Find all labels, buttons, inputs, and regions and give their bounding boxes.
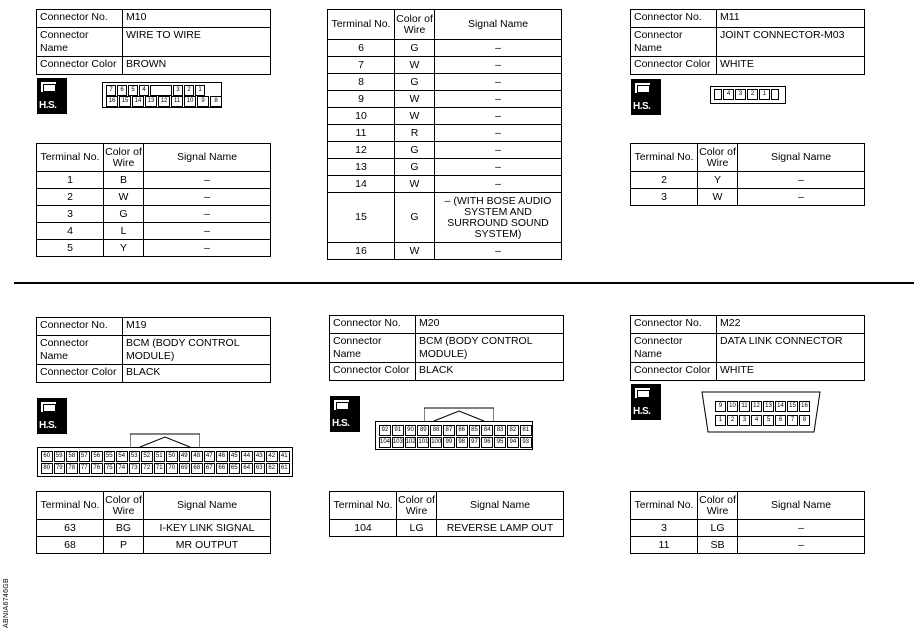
- m10-terminal-table: [36, 143, 271, 257]
- table-row: [328, 57, 562, 74]
- connector-pin: 104: [379, 437, 391, 448]
- connector-pin: 13: [145, 96, 157, 107]
- signal-name-header: Signal Name: [144, 492, 271, 520]
- connector-pin: 54: [116, 451, 128, 462]
- signal-name-cell: –: [738, 520, 865, 537]
- wire-color-cell: R: [395, 125, 435, 142]
- connector-no-label: Connector No.: [37, 318, 123, 336]
- connector-name-label: Connector Name: [330, 334, 416, 363]
- connector-key: [771, 89, 779, 100]
- connector-name-value: DATA LINK CONNECTOR: [717, 334, 865, 363]
- terminal-no-header: Terminal No.: [328, 10, 395, 40]
- connector-color-label: Connector Color: [330, 363, 416, 381]
- terminal-no-header: Terminal No.: [631, 144, 698, 172]
- wire-color-cell: B: [104, 172, 144, 189]
- terminal-no-cell: 3: [37, 206, 104, 223]
- table-row: [37, 520, 271, 537]
- signal-name-cell: –: [144, 189, 271, 206]
- terminal-no-cell: 4: [37, 223, 104, 240]
- connector-no-label: Connector No.: [330, 316, 416, 334]
- color-of-wire-header: Color of Wire: [395, 10, 435, 40]
- connector-pin: 15: [787, 401, 798, 412]
- signal-name-cell: –: [435, 125, 562, 142]
- table-row: [328, 108, 562, 125]
- connector-name-value: WIRE TO WIRE: [123, 28, 271, 57]
- connector-name-label: Connector Name: [37, 336, 123, 365]
- m22-terminal-table: [630, 491, 865, 554]
- connector-pin: 90: [405, 425, 417, 436]
- m11-connector-face: [710, 86, 786, 104]
- connector-pin: 46: [216, 451, 228, 462]
- connector-pin: 42: [266, 451, 278, 462]
- terminal-no-cell: 10: [328, 108, 395, 125]
- color-of-wire-header: Color of Wire: [698, 492, 738, 520]
- m22-info-table: [630, 315, 865, 381]
- connector-pin: 43: [254, 451, 266, 462]
- wire-color-cell: SB: [698, 537, 738, 554]
- m11-pin-row: [714, 89, 779, 100]
- harness-side-icon: H.S.: [631, 79, 661, 115]
- color-of-wire-header: Color of Wire: [698, 144, 738, 172]
- connector-color-value: WHITE: [717, 57, 865, 75]
- connector-pin: 96: [481, 437, 493, 448]
- table-row: [328, 193, 562, 243]
- connector-pin: 88: [430, 425, 442, 436]
- terminal-no-cell: 2: [631, 172, 698, 189]
- connector-pin: 53: [129, 451, 141, 462]
- connector-key: [714, 89, 722, 100]
- terminal-no-cell: 15: [328, 193, 395, 243]
- m10-continued-terminal-table: [327, 9, 562, 260]
- m19-pin-row-bottom: [41, 463, 290, 474]
- signal-name-header: Signal Name: [738, 492, 865, 520]
- table-row: [37, 172, 271, 189]
- m19-pin-row-top: [41, 451, 290, 462]
- connector-pin: 50: [166, 451, 178, 462]
- connector-pin: 13: [763, 401, 774, 412]
- wire-color-cell: G: [395, 74, 435, 91]
- connector-color-value: BLACK: [123, 365, 271, 383]
- connector-pin: 81: [520, 425, 532, 436]
- connector-pin: 76: [91, 463, 103, 474]
- connector-pin: 62: [266, 463, 278, 474]
- signal-name-header: Signal Name: [437, 492, 564, 520]
- m22-pin-row-top: [715, 401, 810, 412]
- connector-pin: 10: [727, 401, 738, 412]
- terminal-no-header: Terminal No.: [631, 492, 698, 520]
- terminal-no-cell: 68: [37, 537, 104, 554]
- color-of-wire-header: Color of Wire: [104, 492, 144, 520]
- connector-pin: 3: [739, 415, 750, 426]
- connector-pin: 5: [763, 415, 774, 426]
- signal-name-cell: –: [435, 243, 562, 260]
- signal-name-cell: REVERSE LAMP OUT: [437, 520, 564, 537]
- m20-connector-face: [375, 421, 533, 450]
- connector-pin: 9: [197, 96, 209, 107]
- m20-connector-latch: [424, 406, 494, 422]
- connector-pin: 2: [727, 415, 738, 426]
- connector-pin: 55: [104, 451, 116, 462]
- table-row: [37, 189, 271, 206]
- connector-pin: 11: [171, 96, 183, 107]
- connector-pin: 4: [723, 89, 734, 100]
- signal-name-cell: – (WITH BOSE AUDIO SYSTEM AND SURROUND SOUND SYSTEM): [435, 193, 562, 243]
- connector-pin: 51: [154, 451, 166, 462]
- wire-color-cell: Y: [104, 240, 144, 257]
- table-row: [37, 223, 271, 240]
- connector-no-value: M19: [123, 318, 271, 336]
- wire-color-cell: W: [395, 176, 435, 193]
- signal-name-cell: –: [738, 172, 865, 189]
- connector-name-label: Connector Name: [37, 28, 123, 57]
- harness-side-icon: H.S.: [330, 396, 360, 432]
- connector-pin: 63: [254, 463, 266, 474]
- terminal-no-cell: 13: [328, 159, 395, 176]
- m11-info-table: [630, 9, 865, 75]
- connector-no-value: M11: [717, 10, 865, 28]
- connector-pin: 7: [106, 85, 116, 96]
- connector-pin: 64: [241, 463, 253, 474]
- table-row: [631, 189, 865, 206]
- wire-color-cell: Y: [698, 172, 738, 189]
- connector-pin: 2: [747, 89, 758, 100]
- connector-pin: 78: [66, 463, 78, 474]
- table-row: [631, 537, 865, 554]
- connector-pin: 16: [106, 96, 118, 107]
- m20-terminal-table: [329, 491, 564, 537]
- m20-pin-row-bottom: [379, 437, 532, 448]
- terminal-no-header: Terminal No.: [37, 492, 104, 520]
- connector-pin: 60: [41, 451, 53, 462]
- table-row: [328, 142, 562, 159]
- connector-pin: 7: [787, 415, 798, 426]
- wire-color-cell: BG: [104, 520, 144, 537]
- wire-color-cell: W: [395, 57, 435, 74]
- signal-name-header: Signal Name: [144, 144, 271, 172]
- m19-terminal-table: [36, 491, 271, 554]
- connector-pin: 12: [751, 401, 762, 412]
- table-row: [328, 159, 562, 176]
- connector-pin: 98: [456, 437, 468, 448]
- connector-key: [150, 85, 172, 96]
- table-row: [328, 176, 562, 193]
- connector-pin: 45: [229, 451, 241, 462]
- m20-info-table: [329, 315, 564, 381]
- terminal-no-cell: 3: [631, 189, 698, 206]
- m19-connector-latch: [130, 432, 200, 448]
- wire-color-cell: G: [395, 40, 435, 57]
- connector-pin: 44: [241, 451, 253, 462]
- wire-color-cell: W: [698, 189, 738, 206]
- connector-pin: 77: [79, 463, 91, 474]
- connector-pin: 72: [141, 463, 153, 474]
- connector-name-value: BCM (BODY CONTROL MODULE): [123, 336, 271, 365]
- connector-pin: 15: [119, 96, 131, 107]
- connector-pin: 73: [129, 463, 141, 474]
- signal-name-cell: –: [435, 142, 562, 159]
- m10-pin-row-top: [106, 85, 205, 96]
- table-row: [328, 74, 562, 91]
- terminal-no-cell: 2: [37, 189, 104, 206]
- connector-pin: 59: [54, 451, 66, 462]
- connector-pin: 1: [759, 89, 770, 100]
- harness-side-icon: H.S.: [631, 384, 661, 420]
- wire-color-cell: G: [395, 159, 435, 176]
- connector-pin: 4: [751, 415, 762, 426]
- connector-pin: 97: [469, 437, 481, 448]
- connector-pin: 6: [117, 85, 127, 96]
- section-divider: [14, 282, 914, 284]
- connector-pin: 41: [279, 451, 291, 462]
- connector-pin: 68: [191, 463, 203, 474]
- connector-pin: 12: [158, 96, 170, 107]
- connector-pin: 87: [443, 425, 455, 436]
- table-row: [37, 240, 271, 257]
- connector-pin: 79: [54, 463, 66, 474]
- connector-pin: 48: [191, 451, 203, 462]
- m22-connector-housing: [701, 391, 821, 433]
- connector-pin: 5: [128, 85, 138, 96]
- table-row: [328, 243, 562, 260]
- connector-pin: 95: [494, 437, 506, 448]
- m10-pin-row-bottom: [106, 96, 222, 107]
- table-row: [37, 206, 271, 223]
- connector-pin: 102: [405, 437, 417, 448]
- connector-pin: 47: [204, 451, 216, 462]
- wire-color-cell: LG: [397, 520, 437, 537]
- connector-pin: 16: [799, 401, 810, 412]
- table-row: [328, 91, 562, 108]
- connector-no-label: Connector No.: [631, 10, 717, 28]
- m20-pin-row-top: [379, 425, 532, 436]
- terminal-no-cell: 11: [328, 125, 395, 142]
- signal-name-cell: –: [144, 172, 271, 189]
- signal-name-cell: –: [738, 189, 865, 206]
- terminal-no-cell: 11: [631, 537, 698, 554]
- signal-name-cell: –: [435, 108, 562, 125]
- terminal-no-cell: 9: [328, 91, 395, 108]
- connector-pin: 61: [279, 463, 291, 474]
- signal-name-cell: –: [144, 240, 271, 257]
- color-of-wire-header: Color of Wire: [104, 144, 144, 172]
- m10-info-table: [36, 9, 271, 75]
- connector-pin: 3: [735, 89, 746, 100]
- table-row: [37, 537, 271, 554]
- connector-color-value: BROWN: [123, 57, 271, 75]
- connector-pin: 80: [41, 463, 53, 474]
- connector-pin: 89: [417, 425, 429, 436]
- connector-pin: 57: [79, 451, 91, 462]
- terminal-no-header: Terminal No.: [330, 492, 397, 520]
- connector-pin: 1: [195, 85, 205, 96]
- connector-color-value: BLACK: [416, 363, 564, 381]
- connector-pin: 92: [379, 425, 391, 436]
- signal-name-cell: –: [144, 206, 271, 223]
- table-row: [330, 520, 564, 537]
- signal-name-header: Signal Name: [435, 10, 562, 40]
- signal-name-cell: –: [435, 91, 562, 108]
- connector-no-label: Connector No.: [631, 316, 717, 334]
- connector-pin: 91: [392, 425, 404, 436]
- connector-pin: 11: [739, 401, 750, 412]
- connector-pin: 8: [210, 96, 222, 107]
- terminal-no-cell: 8: [328, 74, 395, 91]
- connector-name-value: JOINT CONNECTOR-M03: [717, 28, 865, 57]
- connector-pin: 10: [184, 96, 196, 107]
- connector-pin: 84: [481, 425, 493, 436]
- connector-pin: 52: [141, 451, 153, 462]
- table-row: [328, 40, 562, 57]
- connector-pin: 75: [104, 463, 116, 474]
- signal-name-cell: –: [435, 159, 562, 176]
- signal-name-header: Signal Name: [738, 144, 865, 172]
- connector-no-value: M10: [123, 10, 271, 28]
- signal-name-cell: –: [435, 176, 562, 193]
- connector-pin: 86: [456, 425, 468, 436]
- terminal-no-cell: 16: [328, 243, 395, 260]
- connector-pin: 69: [179, 463, 191, 474]
- connector-pin: 101: [417, 437, 429, 448]
- terminal-no-cell: 63: [37, 520, 104, 537]
- table-row: [328, 125, 562, 142]
- wire-color-cell: LG: [698, 520, 738, 537]
- connector-name-label: Connector Name: [631, 28, 717, 57]
- m19-info-table: [36, 317, 271, 383]
- connector-pin: 66: [216, 463, 228, 474]
- figure-id: ABNIA6746GB: [3, 578, 10, 628]
- connector-pin: 83: [494, 425, 506, 436]
- harness-side-icon: H.S.: [37, 398, 67, 434]
- connector-pin: 71: [154, 463, 166, 474]
- connector-pin: 65: [229, 463, 241, 474]
- terminal-no-cell: 1: [37, 172, 104, 189]
- table-row: [631, 172, 865, 189]
- connector-pin: 4: [139, 85, 149, 96]
- signal-name-cell: –: [435, 40, 562, 57]
- connector-pin: 3: [173, 85, 183, 96]
- terminal-no-cell: 3: [631, 520, 698, 537]
- connector-pin: 9: [715, 401, 726, 412]
- wire-color-cell: W: [104, 189, 144, 206]
- wire-color-cell: G: [395, 193, 435, 243]
- connector-pin: 56: [91, 451, 103, 462]
- connector-pin: 100: [430, 437, 442, 448]
- connector-pin: 103: [392, 437, 404, 448]
- connector-pin: 94: [507, 437, 519, 448]
- wire-color-cell: W: [395, 91, 435, 108]
- connector-color-value: WHITE: [717, 363, 865, 381]
- wire-color-cell: W: [395, 243, 435, 260]
- connector-pin: 70: [166, 463, 178, 474]
- terminal-no-cell: 104: [330, 520, 397, 537]
- wire-color-cell: W: [395, 108, 435, 125]
- terminal-no-cell: 5: [37, 240, 104, 257]
- connector-pin: 99: [443, 437, 455, 448]
- wire-color-cell: L: [104, 223, 144, 240]
- wire-color-cell: P: [104, 537, 144, 554]
- wire-color-cell: G: [395, 142, 435, 159]
- signal-name-cell: –: [738, 537, 865, 554]
- connector-pin: 74: [116, 463, 128, 474]
- connector-pin: 49: [179, 451, 191, 462]
- m22-pin-row-bottom: [715, 415, 810, 426]
- connector-pin: 6: [775, 415, 786, 426]
- connector-pin: 2: [184, 85, 194, 96]
- wire-color-cell: G: [104, 206, 144, 223]
- terminal-no-header: Terminal No.: [37, 144, 104, 172]
- connector-pin: 85: [469, 425, 481, 436]
- signal-name-cell: –: [144, 223, 271, 240]
- connector-color-label: Connector Color: [631, 363, 717, 381]
- signal-name-cell: MR OUTPUT: [144, 537, 271, 554]
- connector-no-value: M22: [717, 316, 865, 334]
- connector-no-label: Connector No.: [37, 10, 123, 28]
- connector-color-label: Connector Color: [631, 57, 717, 75]
- connector-no-value: M20: [416, 316, 564, 334]
- connector-color-label: Connector Color: [37, 57, 123, 75]
- terminal-no-cell: 7: [328, 57, 395, 74]
- m11-terminal-table: [630, 143, 865, 206]
- table-row: [631, 520, 865, 537]
- signal-name-cell: I-KEY LINK SIGNAL: [144, 520, 271, 537]
- signal-name-cell: –: [435, 74, 562, 91]
- color-of-wire-header: Color of Wire: [397, 492, 437, 520]
- connector-pin: 93: [520, 437, 532, 448]
- connector-pin: 8: [799, 415, 810, 426]
- connector-pin: 14: [775, 401, 786, 412]
- connector-name-label: Connector Name: [631, 334, 717, 363]
- m19-connector-face: [37, 447, 293, 477]
- terminal-no-cell: 14: [328, 176, 395, 193]
- harness-side-icon: H.S.: [37, 78, 67, 114]
- connector-pin: 14: [132, 96, 144, 107]
- terminal-no-cell: 12: [328, 142, 395, 159]
- terminal-no-cell: 6: [328, 40, 395, 57]
- connector-pin: 67: [204, 463, 216, 474]
- connector-pin: 82: [507, 425, 519, 436]
- connector-name-value: BCM (BODY CONTROL MODULE): [416, 334, 564, 363]
- connector-pin: 1: [715, 415, 726, 426]
- m10-connector-face: [102, 82, 222, 108]
- signal-name-cell: –: [435, 57, 562, 74]
- connector-color-label: Connector Color: [37, 365, 123, 383]
- connector-pin: 58: [66, 451, 78, 462]
